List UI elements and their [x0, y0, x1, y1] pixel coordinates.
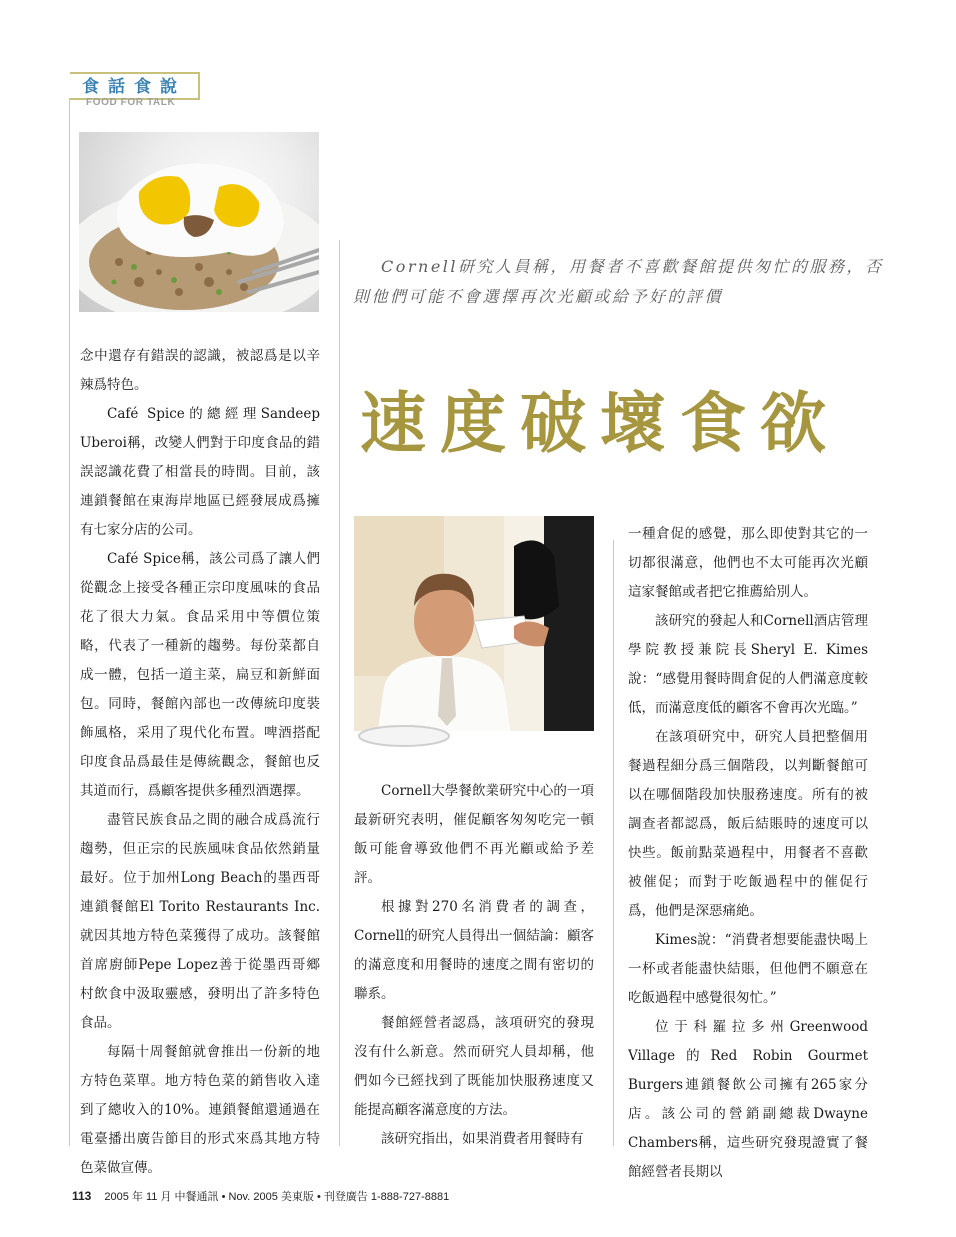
column-divider-middle [339, 240, 340, 1146]
article-column-2 [354, 777, 594, 1154]
fried-rice-egg-photo [79, 132, 319, 312]
paragraph: 念中還存有錯誤的認識，被認爲是以辛辣爲特色。 [80, 348, 320, 393]
paragraph: Kimes說：“消費者想要能盡快喝上一杯或者能盡快結賬，但他們不願意在吃飯過程中感覺很匆忙。” [628, 932, 868, 1006]
paragraph: 盡管民族食品之間的融合成爲流行趨勢，但正宗的民族風味食品依然銷量最好。位于加州Long Beach的墨西哥連鎖餐館El Torito Restaurants Inc.就因其地方特色菜獲得了成功。該餐館首席廚師Pepe Lopez善于從墨西哥鄉村飲食中汲取靈感，發明出了許多特色食品。 [80, 812, 320, 1031]
diner-waiter-photo [354, 516, 594, 758]
paragraph: Café Spice的總經理Sandeep Uberoi稱，改變人們對于印度食品的錯誤認識花費了相當長的時間。目前，該連鎖餐館在東海岸地區已經發展成爲擁有七家分店的公司。 [80, 406, 320, 538]
page-number: 113 [72, 1189, 92, 1203]
paragraph: 根據對270名消費者的調查，Cornell的研究人員得出一個結論：顧客的滿意度和用餐時的速度之間有密切的聯系。 [354, 899, 594, 1002]
paragraph: 一種倉促的感覺，那么即使對其它的一切都很滿意，他們也不太可能再次光顧這家餐館或者把它推薦給別人。 [628, 526, 868, 600]
footer-info: 2005 年 11 月 中餐通訊 • Nov. 2005 美東版 • 刊登廣告 1-888-727-8881 [104, 1191, 450, 1203]
fried-rice-egg-illustration [79, 132, 319, 312]
paragraph: 位于科羅拉多州Greenwood Village的Red Robin Gourmet Burgers連鎖餐飲公司擁有265家分店。該公司的營銷副總裁Dwayne Chambers稱，這些研究發現證實了餐館經營者長期以 [628, 1019, 868, 1180]
section-title: 食話食說 [82, 77, 186, 97]
column-divider-right [613, 540, 614, 1146]
paragraph: 每隔十周餐館就會推出一份新的地方特色菜單。地方特色菜的銷售收入達到了總收入的10%。連鎖餐館還通過在電臺播出廣告節目的形式來爲其地方特色菜做宣傳。 [80, 1044, 320, 1176]
page-footer [72, 1188, 449, 1204]
article-lead: Cornell研究人員稱，用餐者不喜歡餐館提供匆忙的服務，否則他們可能不會選擇再次光顧或給予好的評價 [353, 257, 884, 306]
paragraph: 在該項研究中，研究人員把整個用餐過程細分爲三個階段，以判斷餐館可以在哪個階段加快服務速度。所有的被調查者都認爲，飯后結賬時的速度可以快些。飯前點菜過程中，用餐者不喜歡被催促；而對于吃飯過程中的催促行爲，他們是深惡痛絶。 [628, 729, 868, 919]
section-header [70, 72, 202, 100]
article-column-3 [628, 520, 868, 1187]
paragraph: Cornell大學餐飲業研究中心的一項最新研究表明，催促顧客匆匆吃完一頓飯可能會導致他們不再光顧或給予差評。 [354, 783, 594, 886]
article-column-1 [80, 342, 320, 1183]
paragraph: 該研究指出，如果消費者用餐時有 [381, 1131, 584, 1147]
column-divider-left [69, 98, 70, 1146]
section-subtitle: FOOD FOR TALK [86, 97, 176, 108]
paragraph: Café Spice稱，該公司爲了讓人們從觀念上接受各種正宗印度風味的食品花了很大力氣。食品采用中等價位策略，代表了一種新的趨勢。每份菜都自成一體，包括一道主菜，扁豆和新鮮面包。同時，餐館內部也一改傳統印度裝飾風格，采用了現代化布置。啤酒搭配印度食品爲最佳是傳統觀念，餐館也反其道而行，爲顧客提供多種烈酒選擇。 [80, 551, 320, 799]
diner-waiter-illustration [354, 516, 594, 758]
paragraph: 餐館經營者認爲，該項研究的發現沒有什么新意。然而研究人員却稱，他們如今已經找到了既能加快服務速度又能提高顧客滿意度的方法。 [354, 1015, 594, 1118]
paragraph: 該研究的發起人和Cornell酒店管理學院教授兼院長Sheryl E. Kimes說：“感覺用餐時間倉促的人們滿意度較低，而滿意度低的顧客不會再次光臨。” [628, 613, 868, 716]
article-headline: 速度破壞食欲 [360, 384, 840, 462]
